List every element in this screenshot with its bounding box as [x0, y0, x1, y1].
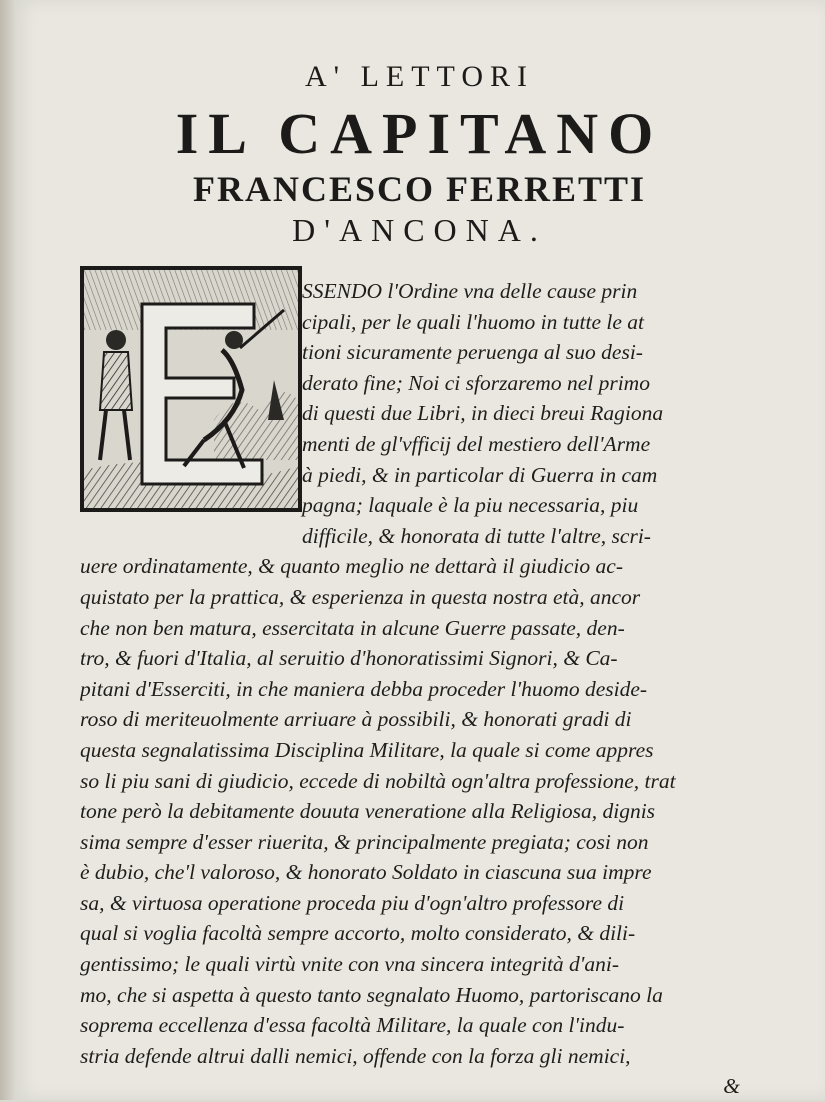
text-line: cipali, per le quali l'huomo in tutte le at — [302, 309, 644, 334]
text-line: SSENDO l'Ordine vna delle cause prin — [302, 279, 638, 303]
text-line: so li piu sani di giudicio, eccede di nobiltà ogn'altra professione, trat — [80, 768, 676, 793]
text-line: derato fine; Noi ci sforzaremo nel primo — [302, 370, 650, 395]
text-line: qual si voglia facoltà sempre accorto, molto considerato, & dili- — [80, 921, 636, 946]
text-line: tone però la debitamente douuta veneratione alla Religiosa, dignis — [80, 799, 656, 824]
text-line: tioni sicuramente peruenga al suo desi- — [302, 340, 643, 365]
text-line: stria defende altrui dalli nemici, offende con la forza gli nemici, — [80, 1043, 631, 1068]
text-line: pitani d'Esserciti, in che maniera debba proceder l'huomo deside- — [80, 676, 648, 701]
catchword: & — [723, 1074, 740, 1099]
text-line: soprema eccellenza d'essa facoltà Militare, la quale con l'indu- — [80, 1013, 625, 1038]
text-line: sima sempre d'esser riuerita, & principalmente pregiata; cosi non — [80, 829, 649, 854]
text-line: quistato per la prattica, & esperienza in questa nostra età, ancor — [80, 584, 641, 609]
book-page — [14, 0, 825, 1100]
heading-line-4: D'ANCONA. — [292, 212, 547, 248]
heading-line-1: A' LETTORI — [305, 60, 534, 93]
text-line: gentissimo; le quali virtù vnite con vna sincera integrità d'ani- — [80, 952, 620, 977]
text-line: di questi due Libri, in dieci breui Ragiona — [302, 401, 664, 426]
text-line: mo, che si aspetta à questo tanto segnalato Huomo, partoriscano la — [80, 982, 663, 1007]
text-line: sa, & virtuosa operatione proceda piu d'ogn'altro professore di — [80, 890, 625, 915]
heading-line-3: FRANCESCO FERRETTI — [192, 169, 647, 209]
text-line: roso di meriteuolmente arriuare à possibili, & honorati gradi di — [80, 707, 632, 732]
catchword-line — [80, 1071, 740, 1102]
text-line: uere ordinatamente, & quanto meglio ne dettarà il giudicio ac- — [80, 554, 623, 579]
text-line: che non ben matura, essercitata in alcune Guerre passate, den- — [80, 615, 625, 640]
text-line: menti de gl'vfficij del mestiero dell'Arme — [302, 431, 651, 456]
heading-line-2: IL CAPITANO — [175, 101, 664, 166]
text-line: difficile, & honorata di tutte l'altre, scri- — [302, 523, 651, 548]
body-text — [80, 276, 740, 1102]
text-line: è dubio, che'l valoroso, & honorato Soldato in ciascuna sua impre — [80, 860, 652, 885]
text-line: à piedi, & in particolar di Guerra in cam — [302, 462, 658, 487]
book-gutter — [0, 0, 14, 1100]
text-line: pagna; laquale è la piu necessaria, piu — [302, 493, 639, 518]
text-line: questa segnalatissima Disciplina Militare, la quale si come appres — [80, 737, 654, 762]
text-line: tro, & fuori d'Italia, al seruitio d'honoratissimi Signori, & Ca- — [80, 646, 618, 671]
